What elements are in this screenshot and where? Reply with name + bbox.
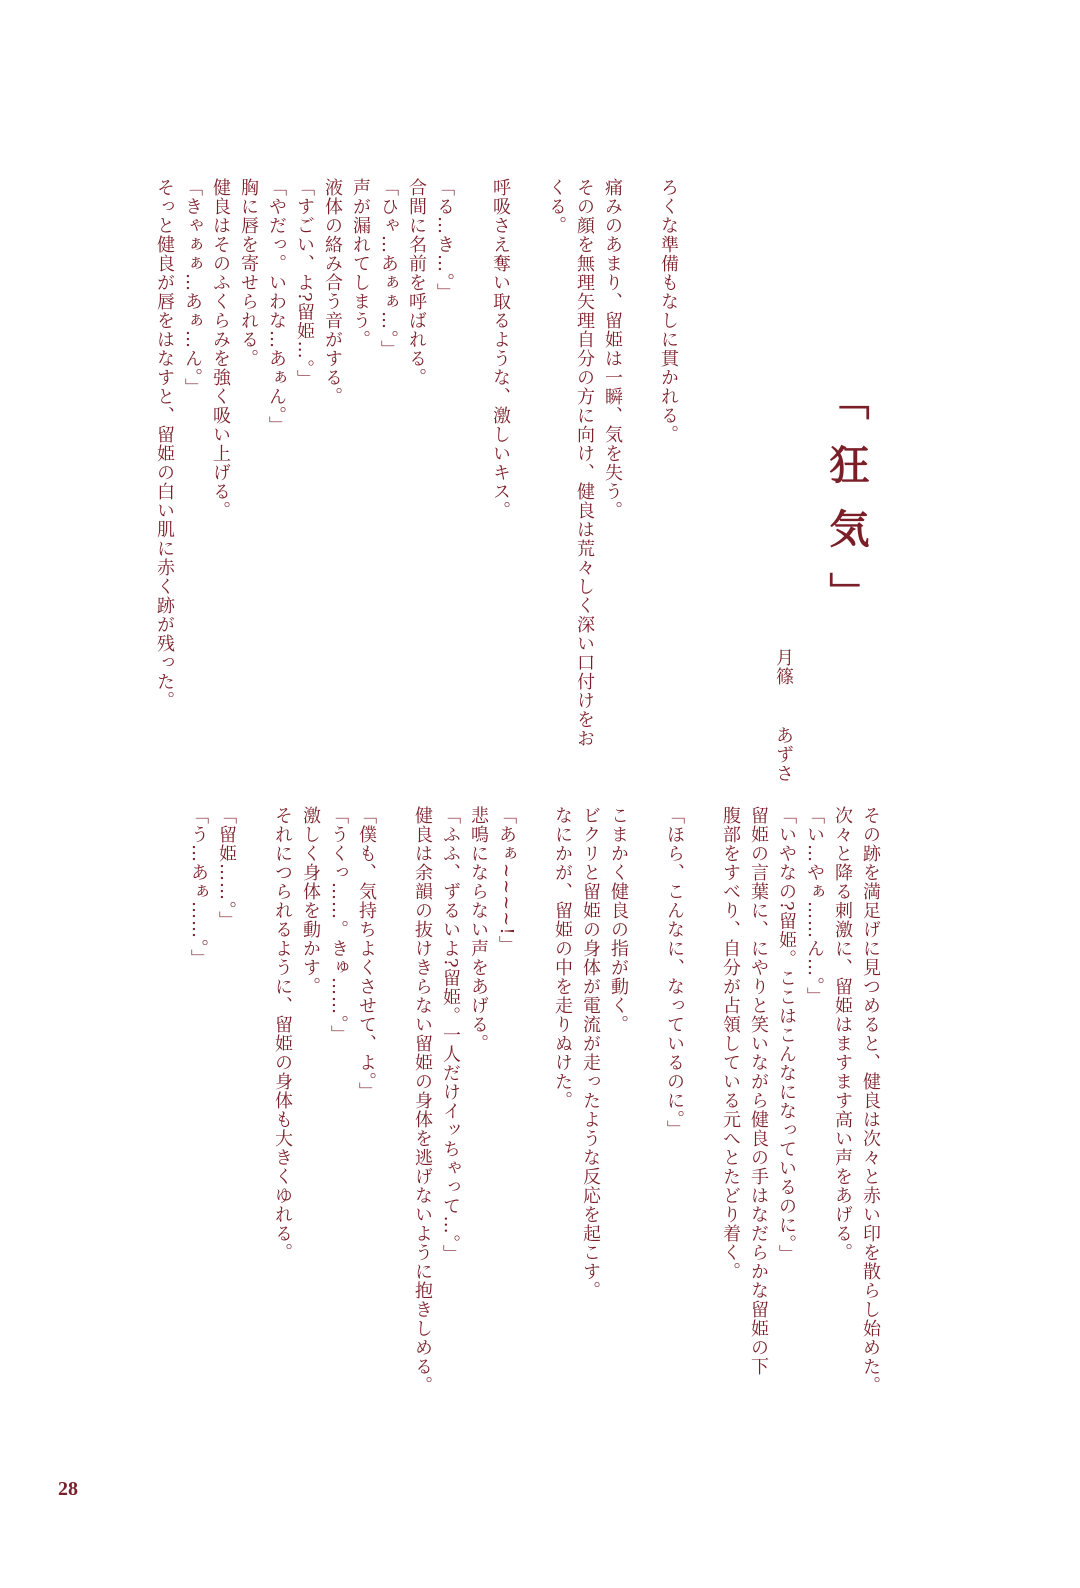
text-line: 「る…き…。」	[434, 178, 455, 302]
page-number: 28	[58, 1478, 78, 1500]
text-line: 「僕も、気持ちよくさせて、よ。」	[356, 806, 377, 1101]
text-line: 悲鳴にならない声をあげる。	[468, 806, 489, 1053]
text-line: 「やだっ。いわな…あぁん。」	[266, 178, 287, 435]
text-line: 「い…やぁ……ん…。」	[804, 806, 825, 1006]
text-line: 「うくっ……。きゅ……。」	[328, 806, 349, 1044]
text-line: 健良は余韻の抜けきらない留姫の身体を逃げないように抱きしめる。	[412, 806, 433, 1395]
text-line: 「ほら、こんなに、なっているのに。」	[664, 806, 685, 1139]
text-line: 液体の絡み合う音がする。	[322, 178, 343, 406]
text-line: 痛みのあまり、留姫は一瞬、気を失う。	[602, 178, 623, 520]
lower-text-block	[184, 806, 884, 1406]
text-line: その顔を無理矢理自分の方に向け、健良は荒々しく深い口付けをお	[574, 178, 595, 748]
text-line: 健良はそのふくらみを強く吸い上げる。	[210, 178, 231, 520]
upper-text-block	[150, 178, 682, 748]
text-line: 次々と降る刺激に、留姫はますます高い声をあげる。	[832, 806, 853, 1262]
text-line: 激しく身体を動かす。	[300, 806, 321, 996]
text-line: 胸に唇を寄せられる。	[238, 178, 259, 368]
text-line: 「すごい、よ?留姫…。」	[294, 178, 315, 389]
text-line: 「いやなの?留姫。ここはこんなになっているのに。」	[776, 806, 797, 1264]
text-line: 「あぁ~~~~!」	[496, 806, 517, 955]
text-line: 留姫の言葉に、にやりと笑いながら健良の手はなだらかな留姫の下	[748, 806, 769, 1376]
text-line: ろくな準備もなしに貫かれる。	[658, 178, 679, 444]
text-line: こまかく健良の指が動く。	[608, 806, 629, 1034]
text-line: ビクリと留姫の身体が電流が走ったような反応を起こす。	[580, 806, 601, 1300]
text-line: 声が漏れてしまう。	[350, 178, 371, 349]
text-line: くる。	[546, 178, 567, 235]
text-line: そっと健良が唇をはなすと、留姫の白い肌に赤く跡が残った。	[154, 178, 175, 710]
author-name	[770, 648, 796, 783]
text-line: 「ひゃ…あぁぁ…。」	[378, 178, 399, 359]
text-line: その跡を満足げに見つめると、健良は次々と赤い印を散らし始めた。	[860, 806, 881, 1395]
story-title: 「狂気」	[823, 380, 870, 636]
author-given-name: あずさ	[773, 726, 794, 783]
text-line: 呼吸さえ奪い取るような、激しいキス。	[490, 178, 511, 520]
text-line: 合間に名前を呼ばれる。	[406, 178, 427, 387]
text-line: 「ふふ、ずるいよ?留姫。一人だけイッちゃって…。」	[440, 806, 461, 1264]
text-line: 腹部をすべり、自分が占領している元へとたどり着く。	[720, 806, 741, 1281]
text-line: 「う…あぁ……。」	[188, 806, 209, 968]
author-surname: 月篠	[773, 648, 794, 686]
text-line: 「きゃぁぁ…あぁ…ん。」	[182, 178, 203, 397]
text-line: 「留姫……。」	[216, 806, 237, 930]
text-line: それにつられるように、留姫の身体も大きくゆれる。	[272, 806, 293, 1262]
text-line: なにかが、留姫の中を走りぬけた。	[552, 806, 573, 1110]
